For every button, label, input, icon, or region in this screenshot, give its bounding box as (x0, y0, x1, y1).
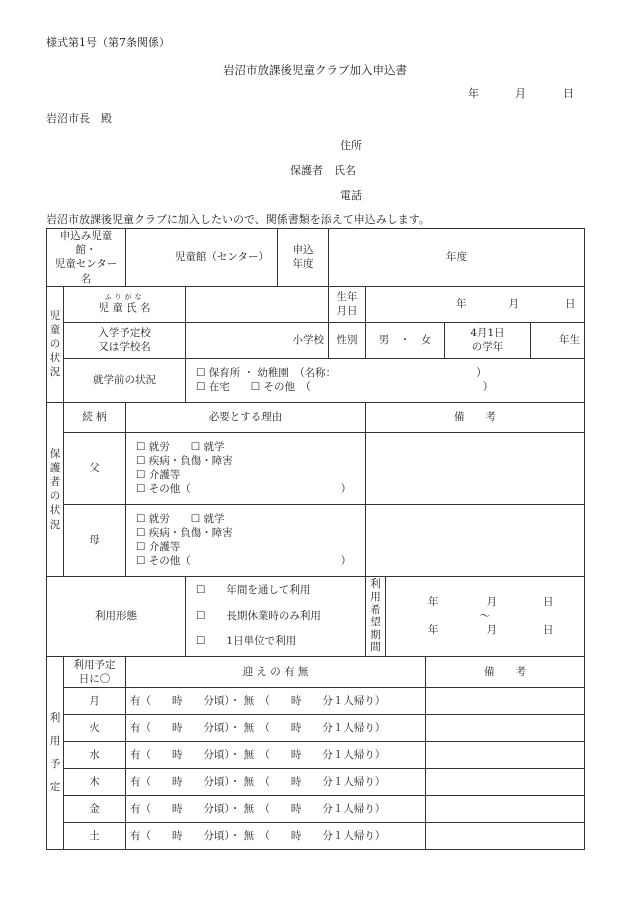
schedule-side-label: 利 用 予 定 (47, 656, 64, 849)
pickup-field-sat[interactable]: 有（ 時 分頃）・ 無 （ 時 分１人帰り） (126, 822, 426, 849)
usage-option-yearly[interactable]: ☐ 年間を通して利用 (196, 584, 311, 597)
school-name-field[interactable]: 小学校 (186, 322, 329, 358)
reason-other[interactable]: ☐ その他（ (136, 483, 191, 496)
pickup-field-fri[interactable]: 有（ 時 分頃）・ 無 （ 時 分１人帰り） (126, 795, 426, 822)
phone-label: 電話 (340, 189, 362, 202)
application-year-label-cell (278, 229, 329, 287)
schedule-row-thu (47, 768, 585, 795)
date-day-label: 日 (563, 87, 574, 100)
schedule-row-mon (47, 687, 585, 714)
reason-work-study[interactable]: ☐ 就労 ☐ 就学 (136, 512, 225, 525)
reason-care[interactable]: ☐ 介護等 (136, 469, 181, 482)
grade-label-cell (445, 322, 531, 358)
birth-day-label: 日 (565, 298, 576, 311)
child-name-label-cell (64, 286, 186, 322)
date-month-label: 月 (515, 87, 526, 100)
day-fri[interactable]: 金 (64, 795, 126, 822)
center-label-2: 児童センター名 (54, 258, 118, 285)
child-name-field[interactable] (186, 286, 329, 322)
preschool-row (47, 358, 585, 402)
sex-selector[interactable]: 男 ・ 女 (366, 322, 445, 358)
center-label-cell (47, 229, 126, 287)
schedule-row-tue (47, 714, 585, 741)
child-name-row (47, 286, 585, 322)
form-title: 岩沼市放課後児童クラブ加入申込書 (223, 63, 407, 77)
schedule-header-row (47, 656, 585, 687)
reason-other[interactable]: ☐ その他（ (136, 555, 191, 568)
birth-month-label: 月 (508, 298, 519, 311)
fiscal-year-field[interactable]: 年度 (329, 229, 585, 287)
application-form-table (46, 228, 585, 850)
father-row (47, 432, 585, 504)
sex-label: 性別 (329, 322, 366, 358)
reason-illness[interactable]: ☐ 疾病・負傷・障害 (136, 455, 233, 468)
school-row (47, 322, 585, 358)
birthdate-label-2: 月日 (336, 305, 358, 318)
usage-period-field[interactable]: 年 月 日 〜 年 月 日 (386, 576, 585, 656)
mother-remarks-field[interactable] (366, 504, 585, 576)
remarks-field-fri[interactable] (426, 795, 585, 822)
schedule-remarks-header: 備 考 (426, 656, 585, 687)
mother-reason-options[interactable]: ☐ 就労 ☐ 就学 ☐ 疾病・負傷・障害 ☐ 介護等 ☐ その他（ ） (126, 504, 366, 576)
remarks-field-tue[interactable] (426, 714, 585, 741)
preschool-option-nursery[interactable]: ☐ 保育所 ・ 幼稚園 （名称： (196, 367, 337, 380)
schedule-row-fri (47, 795, 585, 822)
reason-header: 必要とする理由 (126, 402, 366, 432)
application-year-label-2: 年度 (292, 258, 314, 271)
application-statement: 岩沼市放課後児童クラブに加入したいので、関係書類を添えて申込みします。 (46, 213, 430, 226)
preschool-options[interactable]: ☐ 保育所 ・ 幼稚園 （名称： ） ☐ 在宅 ☐ その他 （ ） (186, 358, 585, 402)
child-status-side-label: 児 童 の 状 況 (47, 286, 64, 402)
grade-field[interactable]: 年生 (531, 322, 585, 358)
reason-work-study[interactable]: ☐ 就労 ☐ 就学 (136, 440, 225, 453)
furigana-label: ふりがな (104, 292, 145, 301)
center-label-1: 申込み児童館・ (59, 230, 113, 257)
day-wed[interactable]: 水 (64, 741, 126, 768)
date-year-label: 年 (468, 87, 479, 100)
birthdate-label-cell (329, 286, 366, 322)
mother-label: 母 (64, 504, 126, 576)
school-label-2: 又は学校名 (98, 341, 151, 354)
usage-option-daily[interactable]: ☐ 1日単位で利用 (196, 634, 297, 647)
remarks-field-wed[interactable] (426, 741, 585, 768)
pickup-field-thu[interactable]: 有（ 時 分頃）・ 無 （ 時 分１人帰り） (126, 768, 426, 795)
day-header: 利用予定 日に〇 (64, 656, 126, 687)
addressee: 岩沼市長 殿 (46, 112, 112, 125)
preschool-option-home-other[interactable]: ☐ 在宅 ☐ その他 （ (196, 381, 311, 394)
usage-type-label: 利用形態 (47, 576, 186, 656)
birthdate-field[interactable] (366, 286, 585, 322)
usage-row (47, 576, 585, 656)
guardian-header-row (47, 402, 585, 432)
relation-header: 続 柄 (64, 402, 126, 432)
usage-type-options[interactable] (186, 576, 366, 656)
pickup-header: 迎 え の 有 無 (126, 656, 426, 687)
reason-illness[interactable]: ☐ 疾病・負傷・障害 (136, 527, 233, 540)
center-name-field[interactable]: 児童館（センター） (126, 229, 278, 287)
preschool-label: 就学前の状況 (64, 358, 186, 402)
birthdate-label-1: 生年 (336, 291, 358, 304)
father-remarks-field[interactable] (366, 432, 585, 504)
school-label-cell (64, 322, 186, 358)
application-year-label-1: 申込 (292, 244, 314, 257)
pickup-field-wed[interactable]: 有（ 時 分頃）・ 無 （ 時 分１人帰り） (126, 741, 426, 768)
guardian-status-side-label: 保 護 者 の 状 況 (47, 402, 64, 576)
guardian-name-label: 保護者 氏名 (290, 164, 356, 177)
father-reason-options[interactable]: ☐ 就労 ☐ 就学 ☐ 疾病・負傷・障害 ☐ 介護等 ☐ その他（ ） (126, 432, 366, 504)
remarks-field-mon[interactable] (426, 687, 585, 714)
center-row (47, 229, 585, 287)
pickup-field-mon[interactable]: 有（ 時 分頃）・ 無 （ 時 分１人帰り） (126, 687, 426, 714)
father-label: 父 (64, 432, 126, 504)
school-label-1: 入学予定校 (98, 327, 151, 340)
schedule-row-sat (47, 822, 585, 849)
birth-year-label: 年 (456, 298, 467, 311)
remarks-field-sat[interactable] (426, 822, 585, 849)
pickup-field-tue[interactable]: 有（ 時 分頃）・ 無 （ 時 分１人帰り） (126, 714, 426, 741)
schedule-row-wed (47, 741, 585, 768)
usage-option-long-holiday[interactable]: ☐ 長期休業時のみ利用 (196, 609, 321, 622)
child-name-label: 児 童 氏 名 (98, 301, 151, 314)
day-sat[interactable]: 土 (64, 822, 126, 849)
remarks-field-thu[interactable] (426, 768, 585, 795)
day-thu[interactable]: 木 (64, 768, 126, 795)
address-label: 住所 (340, 139, 362, 152)
grade-label-1: 4月1日 (470, 327, 505, 340)
day-mon[interactable]: 月 (64, 687, 126, 714)
grade-label-2: の学年 (471, 341, 504, 354)
reason-care[interactable]: ☐ 介護等 (136, 541, 181, 554)
period-tilde: 〜 (479, 610, 491, 623)
mother-row (47, 504, 585, 576)
form-number: 様式第1号（第7条関係） (46, 36, 170, 49)
day-tue[interactable]: 火 (64, 714, 126, 741)
guardian-remarks-header: 備 考 (366, 402, 585, 432)
usage-period-label: 利 用 希 望 期 間 (366, 576, 386, 656)
